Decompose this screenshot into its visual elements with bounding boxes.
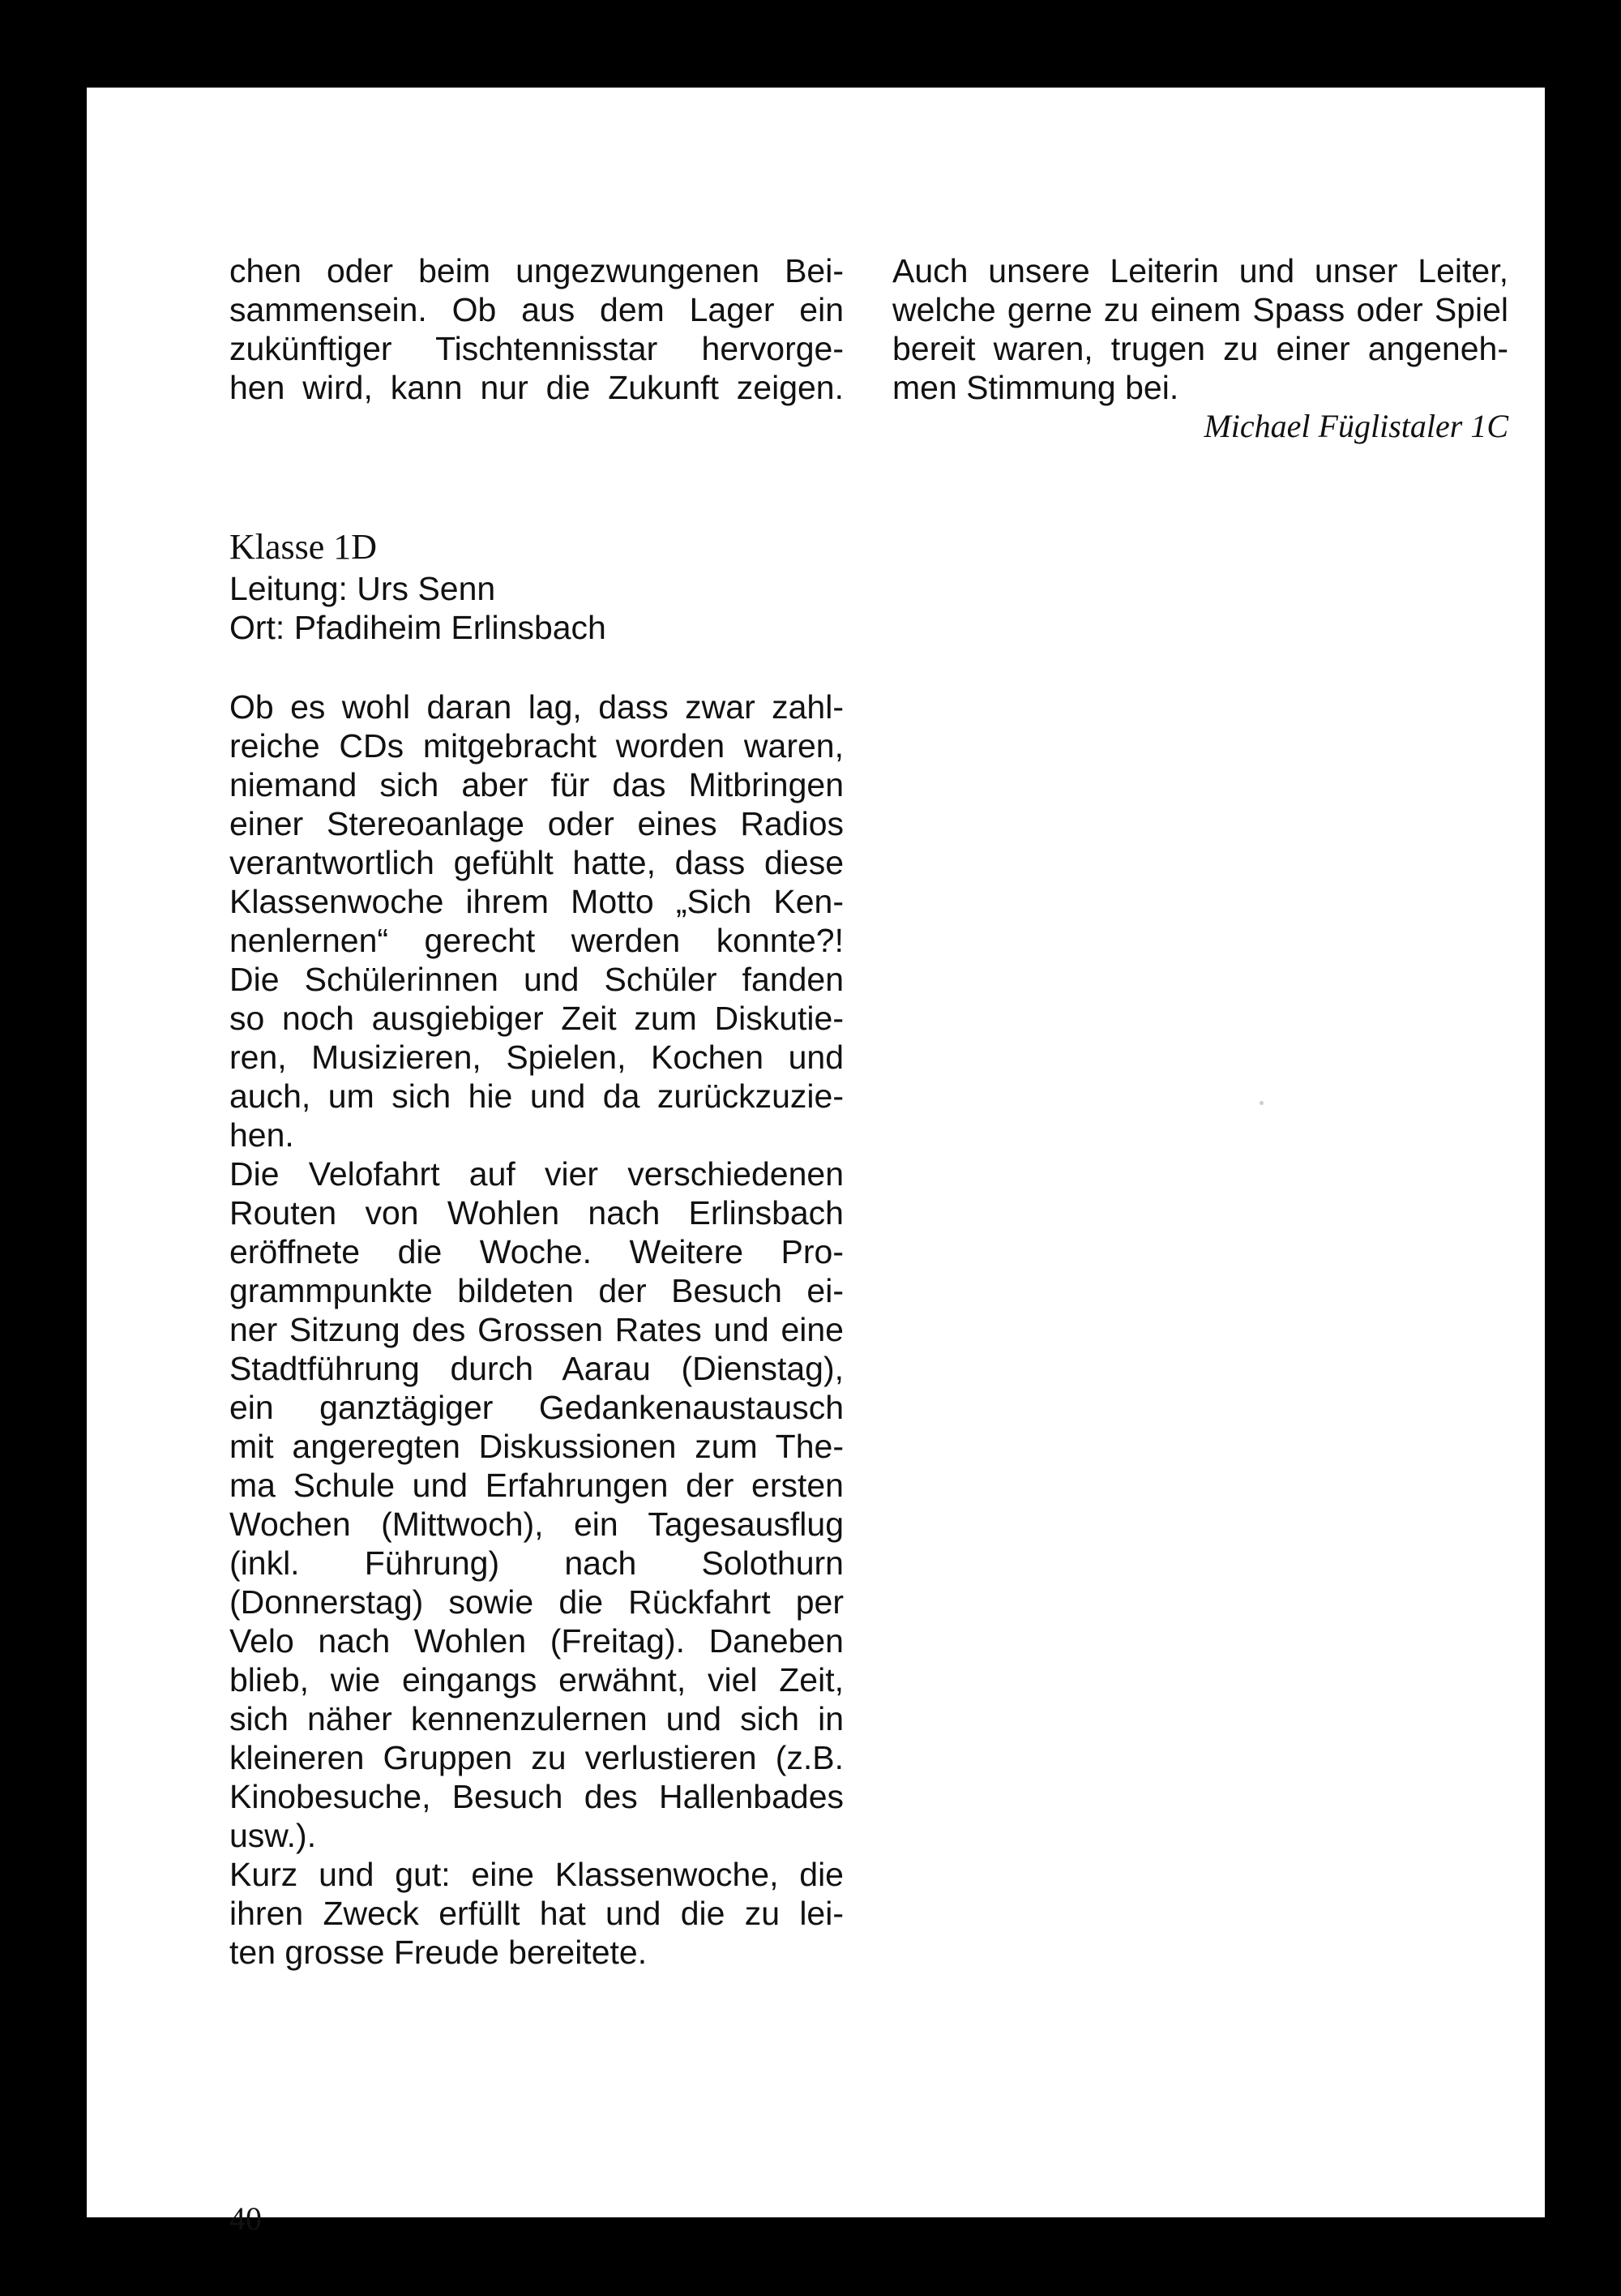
body-line: Stadtführung durch Aarau (Dienstag),	[229, 1350, 844, 1387]
body-line: Klassenwoche ihrem Motto „Sich Ken-	[229, 883, 844, 920]
prev-left-line: sammensein. Ob aus dem Lager ein	[229, 291, 844, 328]
scan-speck	[1260, 1101, 1264, 1105]
page-number: 40	[229, 2200, 262, 2237]
body-line: usw.).	[229, 1817, 317, 1854]
body-line: Die Velofahrt auf vier verschiedenen	[229, 1155, 844, 1193]
body-line: verantwortlich gefühlt hatte, dass diese	[229, 844, 844, 881]
body-line: Die Schülerinnen und Schüler fanden	[229, 961, 844, 998]
body-line: Kurz und gut: eine Klassenwoche, die	[229, 1856, 844, 1893]
body-line: hen.	[229, 1116, 294, 1154]
prev-left-line: hen wird, kann nur die Zukunft zeigen.	[229, 369, 844, 406]
section-location: Ort: Pfadiheim Erlinsbach	[229, 609, 606, 646]
body-line: blieb, wie eingangs erwähnt, viel Zeit,	[229, 1661, 844, 1698]
prev-left-line: zukünftiger Tischtennisstar hervorge-	[229, 330, 844, 367]
prev-right-line: welche gerne zu einem Spass oder Spiel	[892, 291, 1508, 328]
prev-right-line: men Stimmung bei.	[892, 369, 1179, 406]
body-line: ein ganztägiger Gedankenaustausch	[229, 1389, 844, 1426]
body-line: Ob es wohl daran lag, dass zwar zahl-	[229, 688, 844, 726]
body-line: ma Schule und Erfahrungen der ersten	[229, 1467, 844, 1504]
body-line: kleineren Gruppen zu verlustieren (z.B.	[229, 1739, 844, 1776]
page	[87, 88, 1545, 2237]
body-line: reiche CDs mitgebracht worden waren,	[229, 727, 844, 765]
author-signature: Michael Füglistaler 1C	[1204, 408, 1508, 444]
section-leader: Leitung: Urs Senn	[229, 570, 496, 607]
body-line: Kinobesuche, Besuch des Hallenbades	[229, 1778, 844, 1815]
body-line: sich näher kennenzulernen und sich in	[229, 1700, 844, 1737]
body-line: einer Stereoanlage oder eines Radios	[229, 805, 844, 842]
body-line: nenlernen“ gerecht werden konnte?!	[229, 922, 844, 959]
body-line: grammpunkte bildeten der Besuch ei-	[229, 1272, 844, 1309]
prev-right-line: bereit waren, trugen zu einer angeneh-	[892, 330, 1508, 367]
prev-right-line: Auch unsere Leiterin und unser Leiter,	[892, 252, 1508, 289]
body-line: Wochen (Mittwoch), ein Tagesausflug	[229, 1506, 844, 1543]
body-line: (Donnerstag) sowie die Rückfahrt per	[229, 1583, 844, 1621]
body-line: niemand sich aber für das Mitbringen	[229, 766, 844, 803]
body-line: auch, um sich hie und da zurückzuzie-	[229, 1077, 844, 1115]
body-line: so noch ausgiebiger Zeit zum Diskutie-	[229, 1000, 844, 1037]
body-line: Velo nach Wohlen (Freitag). Daneben	[229, 1622, 844, 1660]
body-line: mit angeregten Diskussionen zum The-	[229, 1428, 844, 1465]
body-line: ihren Zweck erfüllt hat und die zu lei-	[229, 1895, 844, 1932]
body-line: ten grosse Freude bereitete.	[229, 1934, 648, 1971]
body-line: (inkl. Führung) nach Solothurn	[229, 1544, 844, 1582]
body-line: Routen von Wohlen nach Erlinsbach	[229, 1194, 844, 1232]
body-line: ner Sitzung des Grossen Rates und eine	[229, 1311, 844, 1348]
section-title: Klasse 1D	[229, 527, 378, 567]
body-line: ren, Musizieren, Spielen, Kochen und	[229, 1039, 844, 1076]
body-line: eröffnete die Woche. Weitere Pro-	[229, 1233, 844, 1270]
prev-left-line: chen oder beim ungezwungenen Bei-	[229, 252, 844, 289]
